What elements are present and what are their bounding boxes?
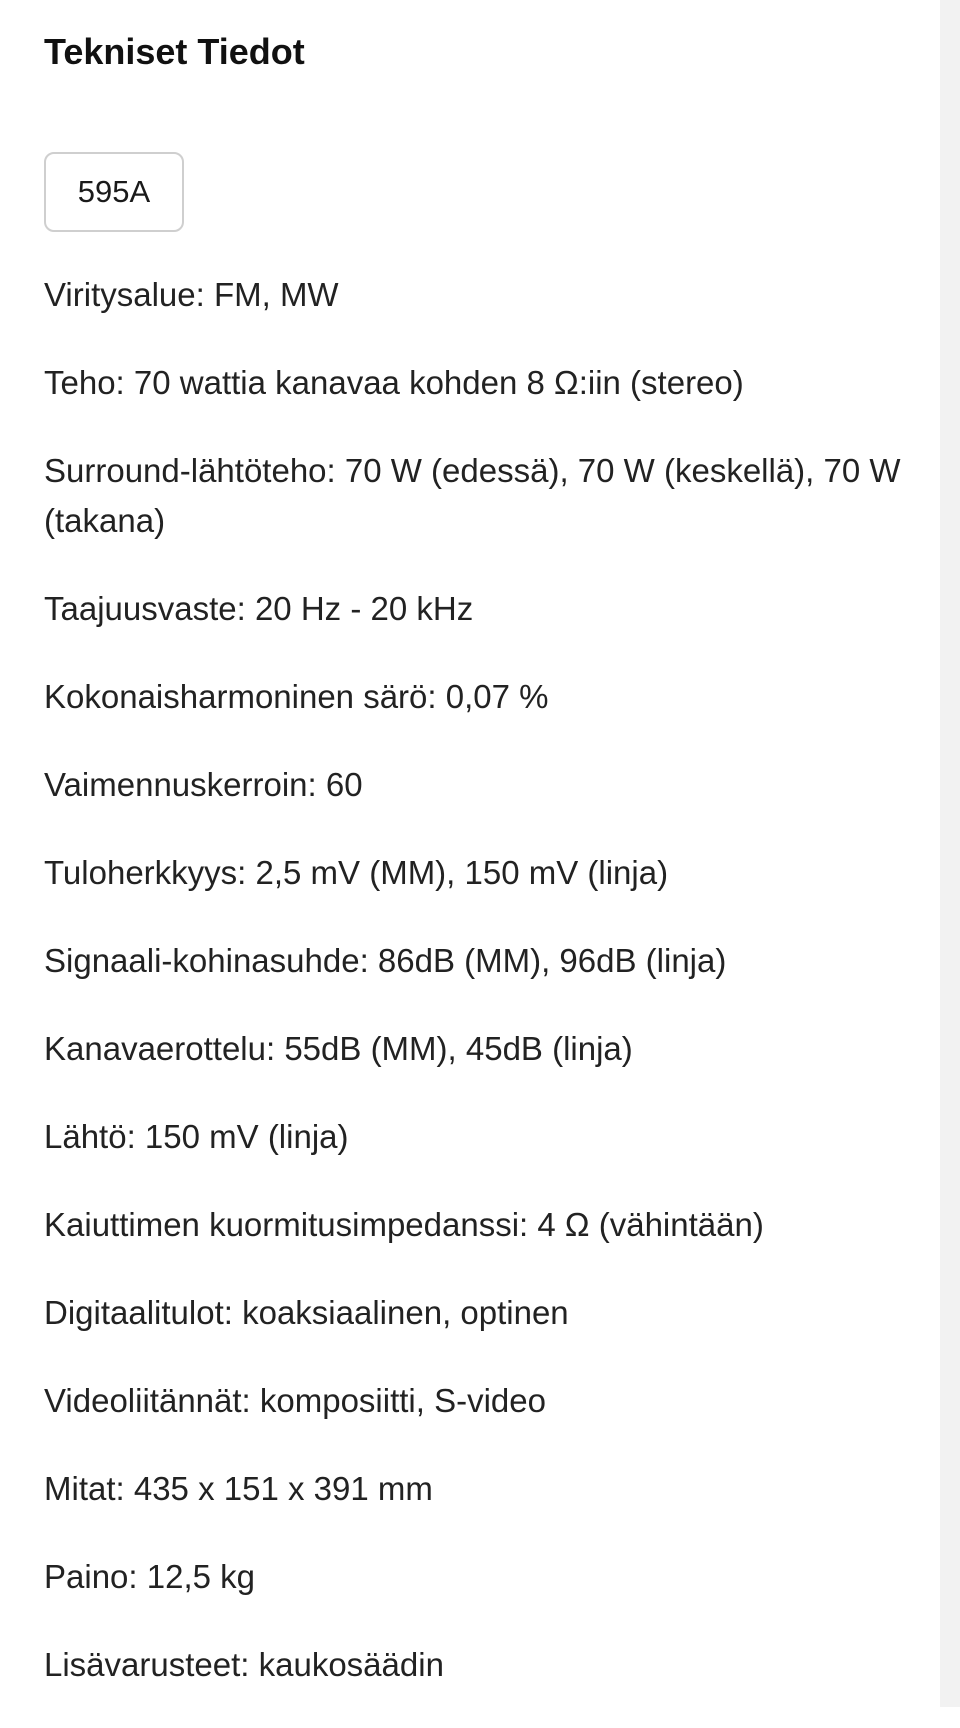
spec-output: Lähtö: 150 mV (linja)	[44, 1118, 349, 1155]
spec-channel-separation: Kanavaerottelu: 55dB (MM), 45dB (linja)	[44, 1030, 633, 1067]
spec-signal-to-noise: Signaali-kohinasuhde: 86dB (MM), 96dB (linja)	[44, 942, 727, 979]
model-chip-595a[interactable]: 595A	[44, 152, 184, 232]
spec-speaker-impedance: Kaiuttimen kuormitusimpedanssi: 4 Ω (vähintään)	[44, 1206, 764, 1243]
spec-surround-power: Surround-lähtöteho: 70 W (edessä), 70 W (keskellä), 70 W (takana)	[44, 452, 901, 539]
spec-damping-factor: Vaimennuskerroin: 60	[44, 766, 363, 803]
spec-dimensions: Mitat: 435 x 151 x 391 mm	[44, 1470, 433, 1507]
spec-video-connections: Videoliitännät: komposiitti, S-video	[44, 1382, 546, 1419]
spec-digital-inputs: Digitaalitulot: koaksiaalinen, optinen	[44, 1294, 569, 1331]
spec-thd: Kokonaisharmoninen särö: 0,07 %	[44, 678, 549, 715]
spec-weight: Paino: 12,5 kg	[44, 1558, 255, 1595]
spec-list	[44, 270, 904, 1728]
spec-input-sensitivity: Tuloherkkyys: 2,5 mV (MM), 150 mV (linja)	[44, 854, 669, 891]
scroll-gutter[interactable]	[940, 0, 960, 1707]
spec-accessories: Lisävarusteet: kaukosäädin	[44, 1646, 444, 1683]
spec-tuning-range: Viritysalue: FM, MW	[44, 276, 339, 313]
spec-power: Teho: 70 wattia kanavaa kohden 8 Ω:iin (stereo)	[44, 364, 744, 401]
page-title: Tekniset Tiedot	[44, 31, 305, 72]
spec-frequency-response: Taajuusvaste: 20 Hz - 20 kHz	[44, 590, 474, 627]
